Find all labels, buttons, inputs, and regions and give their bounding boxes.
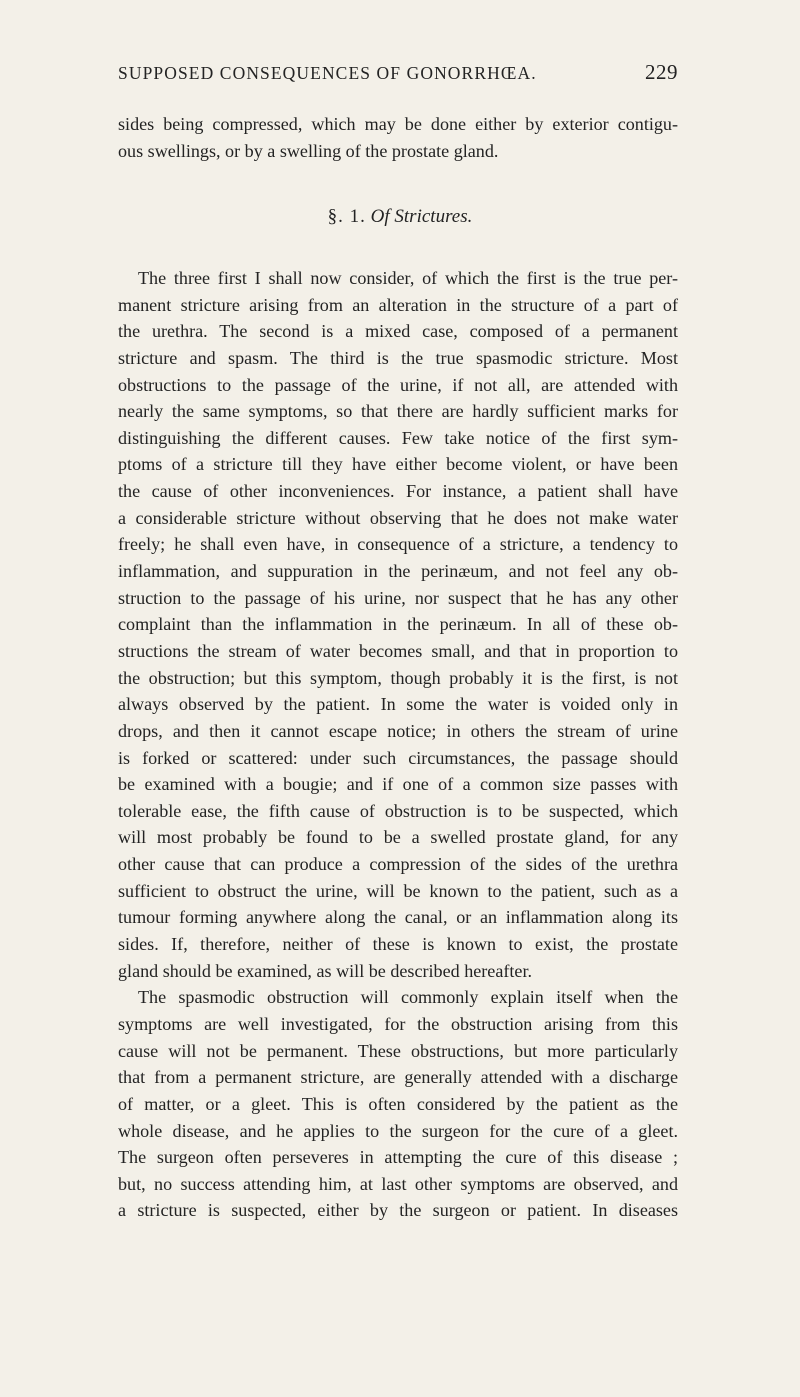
- opening-paragraph: [118, 111, 678, 164]
- text-line: inflammation, and suppuration in the perinæum, and not feel any ob-: [118, 561, 678, 582]
- text-line: obstructions to the passage of the urine, if not all, are attended with: [118, 374, 678, 395]
- text-line: nearly the same symptoms, so that there are hardly sufficient marks for: [118, 401, 678, 422]
- text-line: of matter, or a gleet. This is often considered by the patient as the: [118, 1093, 678, 1114]
- text-line: tolerable ease, the fifth cause of obstruction is to be suspected, which: [118, 800, 678, 821]
- text-line: cause will not be permanent. These obstructions, but more particularly: [118, 1040, 678, 1061]
- text-line: manent stricture arising from an alteration in the structure of a part of: [118, 294, 678, 315]
- text-line: will most probably be found to be a swelled prostate gland, for any: [118, 827, 678, 848]
- text-line: other cause that can produce a compression of the sides of the urethra: [118, 854, 678, 875]
- section-number: §. 1.: [327, 206, 366, 227]
- body-text: [118, 265, 678, 1224]
- text-line: is forked or scattered: under such circumstances, the passage should: [118, 747, 678, 768]
- page-number: 229: [645, 60, 678, 84]
- text-line: distinguishing the different causes. Few take notice of the first sym-: [118, 427, 678, 448]
- text-line: stricture and spasm. The third is the true spasmodic stricture. Most: [118, 347, 678, 368]
- section-title: Of Strictures.: [370, 206, 473, 227]
- text-line: symptoms are well investigated, for the obstruction arising from this: [118, 1013, 678, 1034]
- text-line: gland should be examined, as will be described hereafter.: [118, 960, 533, 981]
- text-line: The three first I shall now consider, of which the first is the true per-: [138, 268, 678, 288]
- text-line: sides being compressed, which may be done either by exterior contigu-: [118, 114, 678, 134]
- text-line: struction to the passage of his urine, nor suspect that he has any other: [118, 587, 678, 608]
- text-line: freely; he shall even have, in consequence of a stricture, a tendency to: [118, 534, 678, 555]
- text-line: structions the stream of water becomes small, and that in proportion to: [118, 640, 678, 661]
- section-heading: [0, 206, 800, 228]
- text-line: but, no success attending him, at last other symptoms are observed, and: [118, 1173, 678, 1194]
- text-line: The spasmodic obstruction will commonly explain itself when the: [138, 987, 678, 1008]
- text-line: that from a permanent stricture, are generally attended with a discharge: [118, 1067, 678, 1088]
- text-line: ous swellings, or by a swelling of the prostate gland.: [118, 140, 499, 161]
- text-line: the urethra. The second is a mixed case, composed of a permanent: [118, 321, 678, 342]
- text-line: the obstruction; but this symptom, though probably it is the first, is not: [118, 667, 678, 688]
- text-line: sufficient to obstruct the urine, will be known to the patient, such as a: [118, 880, 678, 901]
- text-line: ptoms of a stricture till they have either become violent, or have been: [118, 454, 678, 475]
- text-line: drops, and then it cannot escape notice; in others the stream of urine: [118, 720, 678, 741]
- text-line: always observed by the patient. In some the water is voided only in: [118, 694, 678, 715]
- text-line: tumour forming anywhere along the canal, or an inflammation along its: [118, 907, 678, 928]
- running-title: SUPPOSED CONSEQUENCES OF GONORRHŒA.: [118, 63, 537, 83]
- text-line: be examined with a bougie; and if one of a common size passes with: [118, 774, 678, 795]
- text-line: complaint than the inflammation in the perinæum. In all of these ob-: [118, 614, 678, 635]
- text-line: sides. If, therefore, neither of these is known to exist, the prostate: [118, 934, 678, 955]
- text-line: the cause of other inconveniences. For instance, a patient shall have: [118, 481, 678, 502]
- text-line: The surgeon often perseveres in attempting the cure of this disease ;: [118, 1147, 678, 1168]
- text-line: whole disease, and he applies to the surgeon for the cure of a gleet.: [118, 1120, 678, 1141]
- text-line: a considerable stricture without observing that he does not make water: [118, 507, 678, 528]
- text-line: a stricture is suspected, either by the surgeon or patient. In diseases: [118, 1200, 678, 1221]
